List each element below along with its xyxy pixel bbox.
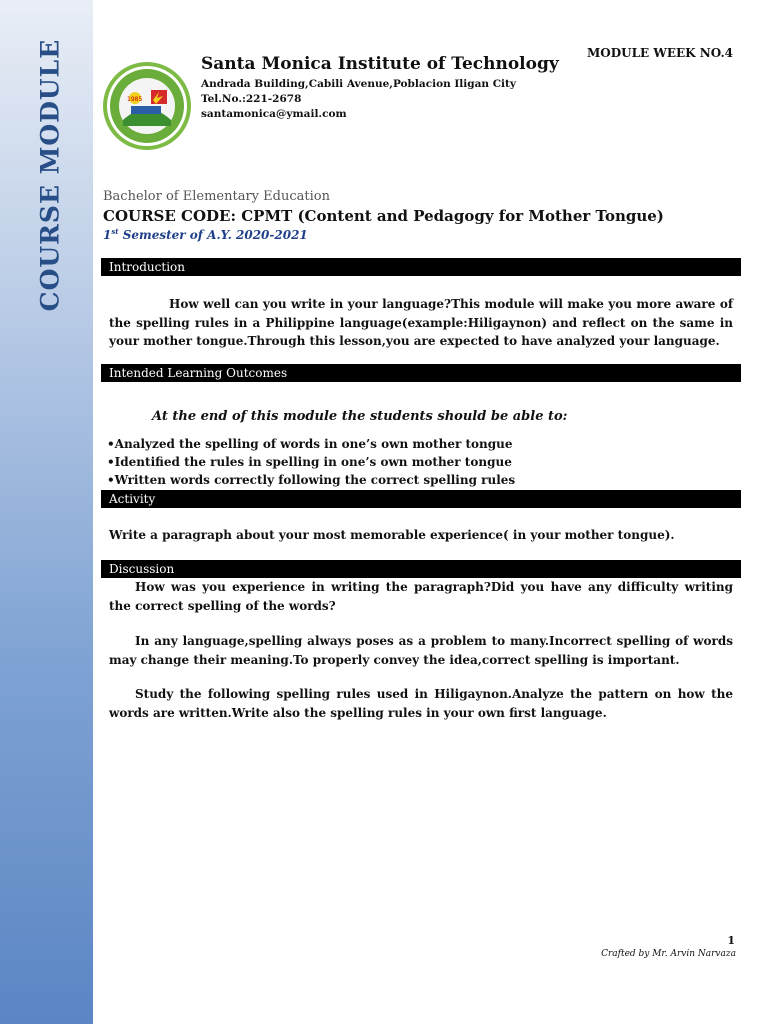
credit-line: Crafted by Mr. Arvin Narvaza <box>601 949 736 959</box>
outcome-item: •Identified the rules in spelling in one’s own mother tongue <box>107 455 512 469</box>
discussion-text-1: How was you experience in writing the paragraph?Did you have any difficulty writing the correct spelling of the words? <box>109 580 733 613</box>
school-seal-logo <box>101 60 193 152</box>
discussion-text-3: Study the following spelling rules used in Hiligaynon.Analyze the pattern on how the words are written.Write also the spelling rules in your own first language. <box>109 687 733 720</box>
page-number: 1 <box>727 934 735 947</box>
semester-ordinal: 1 <box>103 228 112 242</box>
institution-name: Santa Monica Institute of Technology <box>201 54 559 74</box>
discussion-paragraph-3 <box>109 685 733 722</box>
program-name: Bachelor of Elementary Education <box>103 189 330 204</box>
semester-rest: Semester of A.Y. 2020-2021 <box>118 228 308 242</box>
activity-body: Write a paragraph about your most memorable experience( in your mother tongue). <box>109 528 675 542</box>
sidebar <box>0 0 93 1024</box>
introduction-text: How well can you write in your language?This module will make you more aware of the spelling rules in a Philippine language(example:Hiligaynon) and reflect on the same in your mother tongue.Through this lesson,you are expected to have analyzed your language. <box>109 297 733 348</box>
discussion-text-2: In any language,spelling always poses as a problem to many.Incorrect spelling of words may change their meaning.To properly convey the idea,correct spelling is important. <box>109 634 733 667</box>
course-code: COURSE CODE: CPMT (Content and Pedagogy for Mother Tongue) <box>103 207 664 225</box>
outcome-item: •Written words correctly following the correct spelling rules <box>107 473 516 487</box>
semester-line <box>103 227 308 242</box>
introduction-header: Introduction <box>101 258 741 276</box>
discussion-paragraph-2 <box>109 632 733 669</box>
activity-header: Activity <box>101 490 741 508</box>
semester-sup: st <box>111 227 119 236</box>
discussion-header: Discussion <box>101 560 741 578</box>
discussion-paragraph-1 <box>109 578 733 615</box>
introduction-body <box>109 295 733 351</box>
institution-address: Andrada Building,Cabili Avenue,Poblacion Iligan City <box>201 78 516 90</box>
outcomes-header: Intended Learning Outcomes <box>101 364 741 382</box>
outcomes-intro: At the end of this module the students should be able to: <box>152 409 568 424</box>
logo-year: 1985 <box>127 96 143 103</box>
institution-tel: Tel.No.:221-2678 <box>201 93 302 105</box>
institution-email: santamonica@ymail.com <box>201 108 347 120</box>
module-week: MODULE WEEK NO.4 <box>587 46 733 60</box>
outcome-item: •Analyzed the spelling of words in one’s own mother tongue <box>107 437 513 451</box>
sidebar-title: COURSE MODULE <box>35 38 65 312</box>
